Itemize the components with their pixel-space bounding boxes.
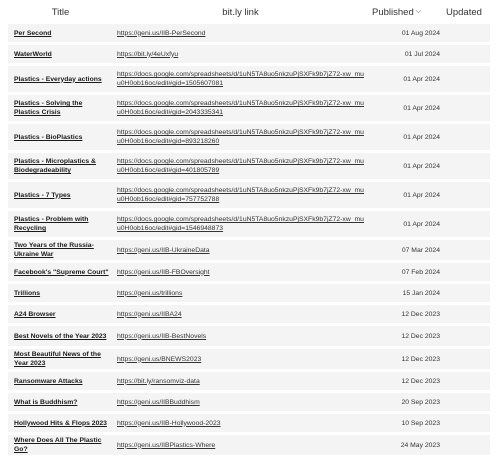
cell-updated [444,326,490,346]
cell-published: 07 Feb 2024 [368,263,444,281]
cell-link [113,24,368,42]
cell-published: 12 Dec 2023 [368,305,444,323]
table-row [8,435,490,455]
cell-published: 01 Apr 2024 [368,66,444,92]
title-link[interactable]: Facebook's "Supreme Court" [14,268,109,276]
title-link[interactable]: Two Years of the Russia-Ukraine War [14,242,94,258]
url-link[interactable]: https://docs.google.com/spreadsheets/d/1uN5TA8uo5nkzuPjSXFk9b7jZ72-xw_muu0H0ob16oc/edit#gid=893218260 [117,129,364,145]
column-header-updated[interactable] [444,3,490,21]
cell-updated [444,435,490,455]
url-link[interactable]: https://geni.us/IIBBuddhism [117,398,200,406]
cell-updated [444,182,490,208]
url-link[interactable]: https://geni.us/IIB-PerSecond [117,29,206,37]
title-link[interactable]: Trillions [14,289,41,297]
url-link[interactable]: https://bit.ly/4eUxfyu [117,50,179,58]
cell-published: 01 Apr 2024 [368,211,444,237]
table-row [8,263,490,281]
cell-updated [444,284,490,302]
cell-link [113,284,368,302]
cell-title [8,349,113,369]
links-table [8,0,490,458]
chevron-down-icon: ⌵ [415,7,422,15]
column-header-published-label: Published [372,6,414,18]
table-row [8,66,490,92]
cell-link [113,95,368,121]
cell-updated [444,372,490,390]
url-link[interactable]: https://docs.google.com/spreadsheets/d/1uN5TA8uo5nkzuPjSXFk9b7jZ72-xw_muu0H0ob16oc/edit#gid=1546948873 [117,216,364,232]
column-header-title[interactable] [8,3,113,21]
column-header-updated-label: Updated [446,6,482,18]
cell-link [113,182,368,208]
table-row [8,124,490,150]
table-row [8,326,490,346]
cell-updated [444,24,490,42]
cell-link [113,240,368,260]
title-link[interactable]: WaterWorld [14,50,52,58]
title-link[interactable]: Plastics - Problem with Recycling [14,216,89,232]
column-header-published[interactable] [368,3,444,21]
cell-title [8,24,113,42]
table-row [8,24,490,42]
cell-link [113,153,368,179]
cell-updated [444,393,490,411]
cell-published: 01 Apr 2024 [368,182,444,208]
cell-title [8,393,113,411]
cell-title [8,305,113,323]
url-link[interactable]: https://geni.us/BNEWS2023 [117,355,202,363]
title-link[interactable]: Plastics - 7 Types [14,191,71,199]
cell-link [113,124,368,150]
cell-title [8,284,113,302]
cell-updated [444,45,490,63]
url-link[interactable]: https://docs.google.com/spreadsheets/d/1uN5TA8uo5nkzuPjSXFk9b7jZ72-xw_muu0H0ob16oc/edit#gid=401805789 [117,158,364,174]
title-link[interactable]: Plastics - Solving the Plastics Crisis [14,100,83,116]
title-link[interactable]: Where Does All The Plastic Go? [14,437,102,453]
table-row [8,211,490,237]
cell-published: 01 Apr 2024 [368,95,444,121]
url-link[interactable]: https://geni.us/IIBPlastics-Where [117,441,216,449]
table-row [8,284,490,302]
table-row [8,95,490,121]
cell-link [113,305,368,323]
cell-title [8,45,113,63]
cell-link [113,45,368,63]
cell-link [113,211,368,237]
table-row [8,305,490,323]
title-link[interactable]: A24 Browser [14,310,56,318]
cell-title [8,240,113,260]
cell-link [113,435,368,455]
cell-link [113,263,368,281]
title-link[interactable]: Most Beautiful News of the Year 2023 [14,351,101,367]
cell-updated [444,263,490,281]
table-row [8,182,490,208]
cell-published: 12 Dec 2023 [368,326,444,346]
cell-updated [444,95,490,121]
url-link[interactable]: https://geni.us/IIB-UkraineData [117,246,210,254]
cell-title [8,372,113,390]
url-link[interactable]: https://geni.us/IIBA24 [117,310,182,318]
url-link[interactable]: https://docs.google.com/spreadsheets/d/1uN5TA8uo5nkzuPjSXFk9b7jZ72-xw_muu0H0ob16oc/edit#gid=757752788 [117,187,364,203]
cell-updated [444,66,490,92]
cell-title [8,211,113,237]
table-row [8,372,490,390]
title-link[interactable]: Plastics - Everyday actions [14,75,102,83]
table-header-row [8,3,490,21]
title-link[interactable]: Hollywood Hits & Flops 2023 [14,419,107,427]
cell-link [113,326,368,346]
url-link[interactable]: https://docs.google.com/spreadsheets/d/1uN5TA8uo5nkzuPjSXFk9b7jZ72-xw_muu0H0ob16oc/edit#gid=2043335341 [117,100,364,116]
cell-title [8,124,113,150]
cell-updated [444,414,490,432]
cell-title [8,153,113,179]
cell-updated [444,349,490,369]
cell-published: 01 Apr 2024 [368,124,444,150]
table-row [8,349,490,369]
cell-published: 01 Jul 2024 [368,45,444,63]
cell-published: 15 Jan 2024 [368,284,444,302]
url-link[interactable]: https://geni.us/IIB-Hollywood-2023 [117,419,221,427]
url-link[interactable]: https://geni.us/IIB-BestNovels [117,332,207,340]
cell-link [113,349,368,369]
title-link[interactable]: Per Second [14,29,52,37]
cell-title [8,95,113,121]
cell-updated [444,153,490,179]
column-header-link[interactable] [113,3,368,21]
table-row [8,240,490,260]
title-link[interactable]: Plastics - Microplastics & Biodegradeability [14,158,96,174]
cell-published: 07 Mar 2024 [368,240,444,260]
table-row [8,153,490,179]
cell-title [8,326,113,346]
cell-title [8,182,113,208]
cell-title [8,435,113,455]
title-link[interactable]: Plastics - BioPlastics [14,133,83,141]
cell-link [113,372,368,390]
column-header-link-label: bit.ly link [222,6,259,18]
cell-updated [444,124,490,150]
cell-updated [444,240,490,260]
table-row [8,393,490,411]
cell-published: 20 Sep 2023 [368,393,444,411]
table-row [8,414,490,432]
url-link[interactable]: https://geni.us/IIB-FBOversight [117,268,210,276]
cell-title [8,66,113,92]
cell-title [8,263,113,281]
column-header-title-label: Title [51,6,70,18]
url-link[interactable]: https://bit.ly/ransomviz-data [117,377,200,385]
url-link[interactable]: https://docs.google.com/spreadsheets/d/1uN5TA8uo5nkzuPjSXFk9b7jZ72-xw_muu0H0ob16oc/edit#gid=1505607081 [117,71,364,87]
cell-published: 01 Aug 2024 [368,24,444,42]
cell-published: 12 Dec 2023 [368,372,444,390]
cell-published: 24 May 2023 [368,435,444,455]
cell-title [8,414,113,432]
cell-link [113,66,368,92]
title-link[interactable]: What is Buddhism? [14,398,78,406]
title-link[interactable]: Ransomware Attacks [14,377,83,385]
cell-published: 12 Dec 2023 [368,349,444,369]
cell-updated [444,305,490,323]
cell-published: 01 Apr 2024 [368,153,444,179]
table-row [8,45,490,63]
url-link[interactable]: https://geni.us/trillions [117,289,183,297]
cell-published: 10 Sep 2023 [368,414,444,432]
cell-link [113,393,368,411]
cell-link [113,414,368,432]
title-link[interactable]: Best Novels of the Year 2023 [14,332,107,340]
cell-updated [444,211,490,237]
